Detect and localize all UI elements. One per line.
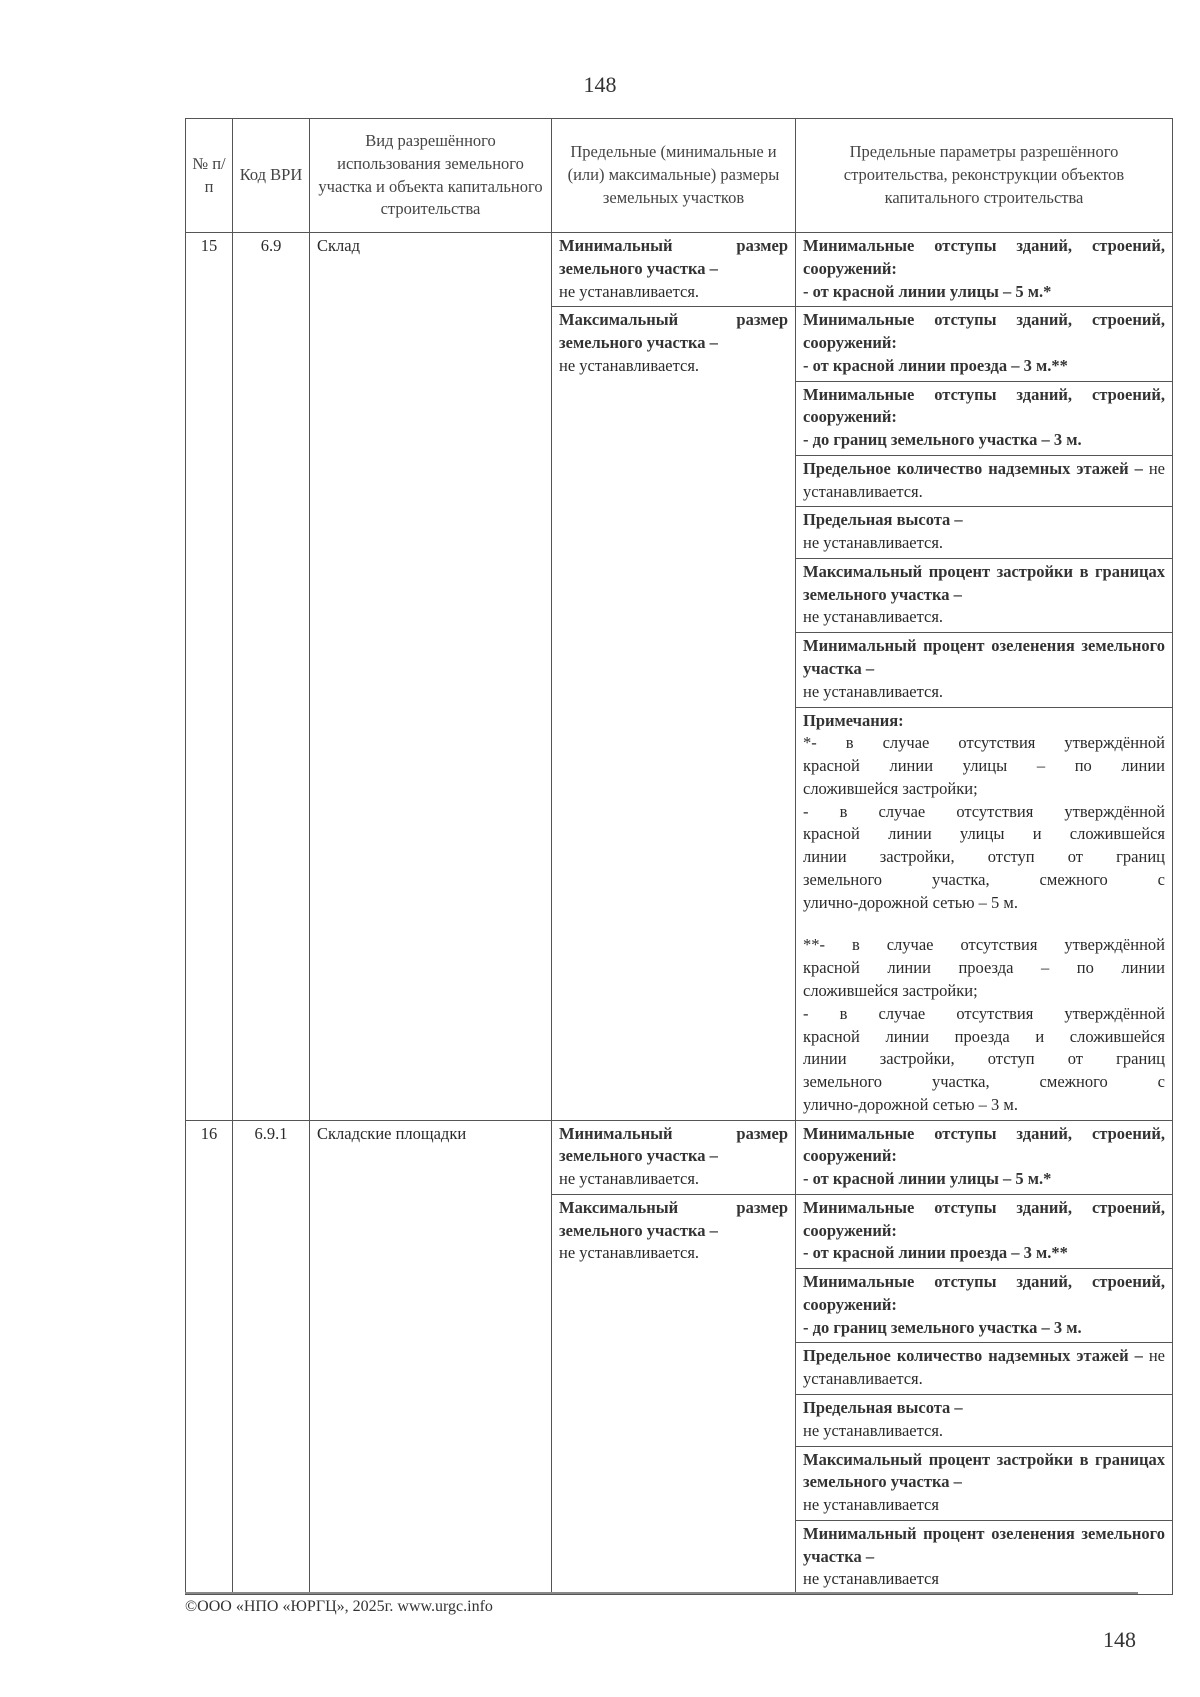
param-value: не устанавливается.	[803, 533, 944, 553]
notes-line: красной линии улицы и сложившейся	[803, 824, 1165, 844]
param-value: - от красной линии улицы – 5 м.*	[803, 1169, 1052, 1189]
plot-min-value: не устанавливается.	[559, 1169, 700, 1189]
param-title: Максимальный процент застройки в границах земельного участка –	[803, 561, 1165, 604]
row-code: 6.9.1	[233, 1120, 310, 1595]
param-title: Минимальный процент озеленения земельного участка –	[803, 636, 1165, 679]
notes-line: земельного участка, смежного с	[803, 869, 1165, 889]
param-value: не устанавливается.	[803, 607, 944, 627]
param-cell	[796, 558, 1173, 632]
notes-line: красной линии улицы – по линии	[803, 756, 1165, 776]
table-row	[186, 1120, 1173, 1194]
param-value: не устанавливается.	[803, 458, 1165, 501]
param-title: Предельное количество надземных этажей –	[803, 458, 1143, 478]
row-type: Склад	[310, 233, 552, 1121]
param-value: - до границ земельного участка – 3 м.	[803, 430, 1082, 450]
param-title: Предельная высота –	[803, 1397, 963, 1417]
notes-cell	[796, 707, 1173, 1120]
notes-title: Примечания:	[803, 710, 904, 730]
notes-line: сложившейся застройки;	[803, 778, 978, 798]
notes-line: линии застройки, отступ от границ	[803, 847, 1165, 867]
param-title: Минимальные отступы зданий, строений, сооружений:	[803, 1272, 1165, 1314]
header-plot-size: Предельные (минимальные и (или) максимальные) размеры земельных участков	[552, 119, 796, 233]
page-number-bottom: 148	[1103, 1627, 1136, 1652]
notes-line: **- в случае отсутствия утверждённой	[803, 935, 1165, 955]
param-title: Минимальные отступы зданий, строений, сооружений:	[803, 384, 1165, 427]
param-title: Минимальные отступы зданий, строений, сооружений:	[803, 1123, 1165, 1166]
notes-line: *- в случае отсутствия утверждённой	[803, 733, 1165, 753]
param-cell	[796, 455, 1173, 507]
plot-max-value: не устанавливается.	[559, 355, 700, 375]
plot-max-value: не устанавливается.	[559, 1243, 700, 1263]
plot-min-cell	[552, 1120, 796, 1194]
param-title: Минимальный процент озеленения земельного участка –	[803, 1523, 1165, 1566]
param-title: Минимальные отступы зданий, строений, сооружений:	[803, 310, 1165, 353]
row-type: Складские площадки	[310, 1120, 552, 1595]
param-cell	[796, 1343, 1173, 1395]
param-value: не устанавливается	[803, 1569, 939, 1589]
plot-min-title: Минимальный размер земельного участка –	[559, 1123, 788, 1166]
param-value: - до границ земельного участка – 3 м.	[803, 1317, 1082, 1337]
param-cell	[796, 233, 1173, 307]
param-title: Минимальные отступы зданий, строений, сооружений:	[803, 1197, 1165, 1240]
param-title: Максимальный процент застройки в границах земельного участка –	[803, 1449, 1165, 1492]
param-value: не устанавливается.	[803, 1420, 944, 1440]
param-value: не устанавливается.	[803, 1346, 1165, 1389]
param-value: - от красной линии проезда – 3 м.**	[803, 355, 1068, 375]
header-type: Вид разрешённого использования земельного участка и объекта капитального строительства	[310, 119, 552, 233]
notes-line: сложившейся застройки;	[803, 980, 978, 1000]
param-value: - от красной линии проезда – 3 м.**	[803, 1243, 1068, 1263]
plot-max-cell	[552, 1194, 796, 1594]
param-cell	[796, 1269, 1173, 1343]
plot-max-title: Максимальный размер земельного участка –	[559, 310, 788, 353]
param-cell	[796, 1194, 1173, 1268]
notes-line: - в случае отсутствия утверждённой	[803, 801, 1165, 821]
regulations-table	[185, 118, 1173, 1595]
plot-max-title: Максимальный размер земельного участка –	[559, 1197, 788, 1240]
page-number-top: 148	[583, 72, 617, 97]
param-title: Предельная высота –	[803, 510, 963, 530]
row-number: 16	[186, 1120, 233, 1595]
param-cell	[796, 633, 1173, 707]
param-title: Предельное количество надземных этажей –	[803, 1346, 1143, 1366]
header-num: № п/п	[186, 119, 233, 233]
param-title: Минимальные отступы зданий, строений, сооружений:	[803, 236, 1165, 278]
notes-line: красной линии проезда – по линии	[803, 958, 1165, 978]
notes-line: - в случае отсутствия утверждённой	[803, 1003, 1165, 1023]
param-cell	[796, 1520, 1173, 1594]
param-cell	[796, 1446, 1173, 1520]
notes-line: красной линии проезда и сложившейся	[803, 1026, 1165, 1046]
param-cell	[796, 381, 1173, 455]
param-value: - от красной линии улицы – 5 м.*	[803, 281, 1052, 301]
param-cell	[796, 1120, 1173, 1194]
param-value: не устанавливается.	[803, 681, 944, 701]
param-value: не устанавливается	[803, 1495, 939, 1515]
plot-min-title: Минимальный размер земельного участка –	[559, 236, 788, 278]
table-header-row	[186, 119, 1173, 233]
param-cell	[796, 507, 1173, 559]
footer-divider	[185, 1592, 1138, 1594]
notes-line: улично-дорожной сетью – 3 м.	[803, 1094, 1018, 1114]
row-code: 6.9	[233, 233, 310, 1121]
param-cell	[796, 1394, 1173, 1446]
footer-copyright: ©ООО «НПО «ЮРГЦ», 2025г. www.urgc.info	[185, 1598, 493, 1615]
header-code: Код ВРИ	[233, 119, 310, 233]
table-row	[186, 233, 1173, 307]
plot-max-cell	[552, 307, 796, 1120]
plot-min-value: не устанавливается.	[559, 281, 700, 301]
header-build-params: Предельные параметры разрешённого строительства, реконструкции объектов капитального строительства	[796, 119, 1173, 233]
notes-line: линии застройки, отступ от границ	[803, 1049, 1165, 1069]
notes-line: улично-дорожной сетью – 5 м.	[803, 892, 1018, 912]
notes-line: земельного участка, смежного с	[803, 1072, 1165, 1092]
plot-min-cell	[552, 233, 796, 307]
param-cell	[796, 307, 1173, 381]
row-number: 15	[186, 233, 233, 1121]
